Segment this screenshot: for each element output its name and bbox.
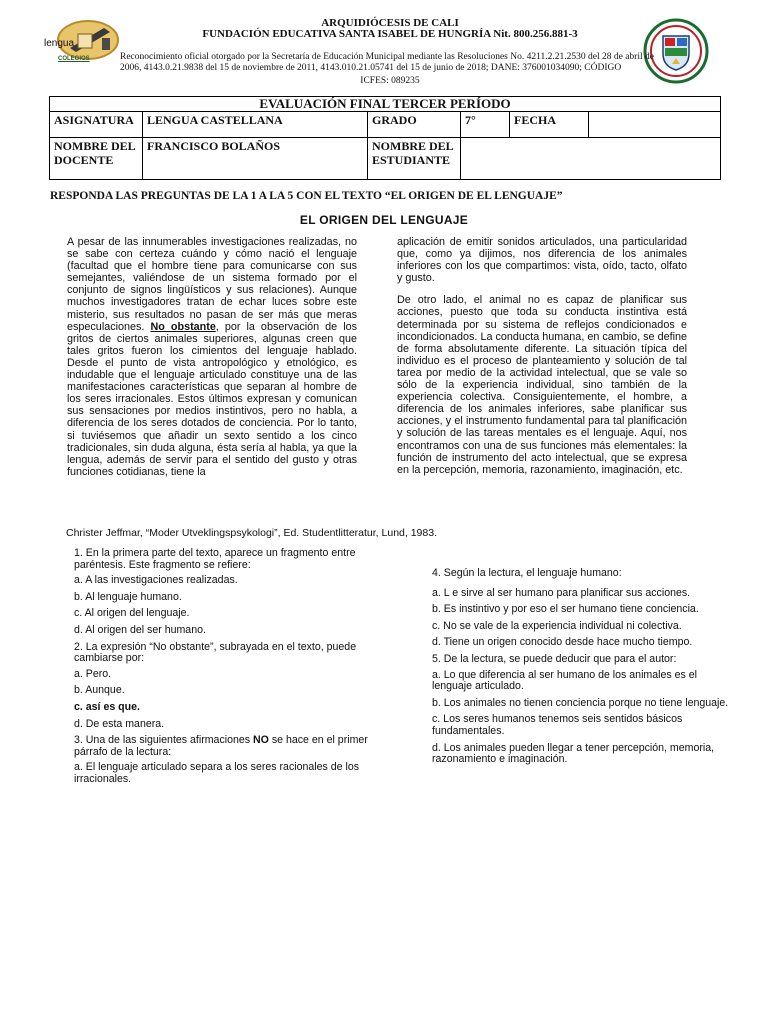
asignatura-value: LENGUA CASTELLANA xyxy=(143,112,368,138)
exam-title: EVALUACIÓN FINAL TERCER PERÍODO xyxy=(50,97,721,112)
grado-value: 7° xyxy=(461,112,510,138)
q2-option-d[interactable]: d. De esta manera. xyxy=(74,717,165,730)
q2-option-c[interactable]: c. así es que. xyxy=(74,700,140,713)
logo-left-word: lengua xyxy=(44,38,75,49)
underlined-no-obstante: No obstante xyxy=(150,320,216,333)
grado-label: GRADO xyxy=(368,112,461,138)
fecha-field[interactable] xyxy=(589,112,721,138)
q5-option-c[interactable]: c. Los seres humanos tenemos seis sentidos básicos fundamentales. xyxy=(432,713,683,737)
instruction-text: RESPONDA LAS PREGUNTAS DE LA 1 A LA 5 CON EL TEXTO “EL ORIGEN DE EL LENGUAJE” xyxy=(50,190,563,202)
q5-option-a[interactable]: a. Lo que diferencia al ser humano de los animales es el lenguaje articulado. xyxy=(432,668,698,693)
logo-left-sub: COLEGIOS xyxy=(58,56,90,62)
q1-option-a[interactable]: a. A las investigaciones realizadas. xyxy=(74,574,238,587)
question-5: 5. De la lectura, se puede deducir que para el autor: xyxy=(432,652,677,665)
q1-option-d[interactable]: d. Al origen del ser humano. xyxy=(74,623,206,636)
reading-right-paragraph-1: aplicación de emitir sonidos articulados, una particularidad que, como ya dijimos, nos diferencia de los animales inferiores con los que compartimos: vista, oído, tacto, olfato y gusto. xyxy=(397,236,687,285)
q3-text-no: NO xyxy=(253,734,269,747)
q4-option-c[interactable]: c. No se vale de la experiencia individual ni colectiva. xyxy=(432,619,682,632)
reading-title: EL ORIGEN DEL LENGUAJE xyxy=(299,213,469,227)
q4-option-d[interactable]: d. Tiene un origen conocido desde hace mucho tiempo. xyxy=(432,636,693,649)
reading-right-paragraph-2: De otro lado, el animal no es capaz de planificar sus acciones, puesto que toda su conducta instintiva está determinada por su sistema de reflejos condicionados e incondicionados. La conducta humana, en cambio, se define de forma absolutamente diferente. La situación típica del individuo es el proceso de planteamiento y solución de tal tarea por medio de la actividad intelectual, que se vale so sólo de la experiencia individual, sino también de la experiencia colectiva. Consiguientemente, el hombre, a diferencia de los animales inferiores, sabe planificar sus acciones, y el instrumento fundamental para tal planificación y solución de las tareas mentales es el lenguaje. Aquí, nos encontramos con una de sus funciones más elementales: la función de instrumento del acto intelectual, que se expresa en la percepción, memoria, razonamiento, imaginación, etc. xyxy=(397,294,687,476)
reading-left-part-b: , por la observación de los gritos de ciertos animales superiores, algunas creen que tales gritos fueron los cimientos del lenguaje hablado. Desde el punto de vista antropológico y etnológico, es indudable que el lenguaje articulado constituye una de las manifestaciones características que separan al hombre de los seres irracionales. Estos últimos expresan y comunican sus sensaciones por medios instintivos, pero no habla, a diferencia de los seres dotados de conciencia. Por lo tanto, si tuviésemos que añadir un sexto sentido a los cinco tradicionales, sin duda alguna, ésta sería al habla, ya que la lengua, además de servir para el sentido del gusto y otras funciones cotidianas, tiene la xyxy=(67,320,358,478)
questions-right-column xyxy=(432,568,732,771)
header-foundation: FUNDACIÓN EDUCATIVA SANTA ISABEL DE HUNGRÍA Nit. 800.256.881-3 xyxy=(202,28,578,40)
question-2: 2. La expresión “No obstante”, subrayada en el texto, puede cambiarse por: xyxy=(74,640,357,665)
fecha-label: FECHA xyxy=(510,112,589,138)
header-recognition: Reconocimiento oficial otorgado por la Secretaría de Educación Municipal mediante las Resoluciones No. 4211.2.21.2530 del 28 de abril de 2006, 4143.0.21.9838 del 15 de noviembre de 2011, 4143.010.21.05741 del 15 de junio de 2018; DANE: 376001034090; CÓDIGO xyxy=(120,52,654,73)
citation: Christer Jeffmar, “Moder Utveklingspsykologi”, Ed. Studentlitteratur, Lund, 1983. xyxy=(66,527,437,539)
asignatura-label: ASIGNATURA xyxy=(50,112,143,138)
q3-text-pre: 3. Una de las siguientes afirmaciones xyxy=(74,734,254,747)
question-1: 1. En la primera parte del texto, aparece un fragmento entre paréntesis. Este fragmento se refiere: xyxy=(74,547,356,571)
header-archdiocese: ARQUIDIÓCESIS DE CALI xyxy=(321,17,459,29)
estudiante-field[interactable] xyxy=(461,138,721,180)
questions-left-column xyxy=(74,548,374,791)
q2-option-a[interactable]: a. Pero. xyxy=(74,667,112,680)
question-4: 4. Según la lectura, el lenguaje humano: xyxy=(432,567,622,579)
exam-info-table xyxy=(49,96,721,180)
reading-right-column xyxy=(397,236,687,486)
question-3 xyxy=(74,735,374,758)
estudiante-label: NOMBRE DEL ESTUDIANTE xyxy=(368,138,461,180)
docente-label: NOMBRE DEL DOCENTE xyxy=(50,138,143,180)
q1-option-b[interactable]: b. Al lenguaje humano. xyxy=(74,590,182,603)
reading-left-part-a: A pesar de las innumerables investigaciones realizadas, no se sabe con certeza cuándo y cómo nació el lenguaje (facultad que el hombre tiene para comunicarse con sus semejantes, valiéndose de un sistema formado por el conjunto de signos lingüísticos y sus relaciones). Aunque muchos investigadores tratan de echar luces sobre este misterio, sus resultados no pasan de ser más que meras especulaciones. xyxy=(67,236,357,333)
q3-option-a[interactable]: a. El lenguaje articulado separa a los seres racionales de los irracionales. xyxy=(74,761,360,785)
q4-option-b[interactable]: b. Es instintivo y por eso el ser humano tiene conciencia. xyxy=(432,603,699,616)
q5-option-b[interactable]: b. Los animales no tienen conciencia porque no tiene lenguaje. xyxy=(432,696,729,709)
school-logo-left xyxy=(44,18,130,70)
reading-left-paragraph xyxy=(67,236,357,478)
q2-option-b[interactable]: b. Aunque. xyxy=(74,684,125,697)
q4-option-a[interactable]: a. L e sirve al ser humano para planificar sus acciones. xyxy=(432,586,691,599)
q3-text-post: se hace en el primer párrafo de la lectura: xyxy=(74,734,368,758)
q1-option-c[interactable]: c. Al origen del lenguaje. xyxy=(74,607,190,620)
reading-left-column xyxy=(67,236,357,488)
q5-option-d[interactable]: d. Los animales pueden llegar a tener percepción, memoria, razonamiento e imaginación. xyxy=(432,741,715,766)
docente-value: FRANCISCO BOLAÑOS xyxy=(143,138,368,180)
header-icfes: ICFES: 089235 xyxy=(360,76,420,86)
